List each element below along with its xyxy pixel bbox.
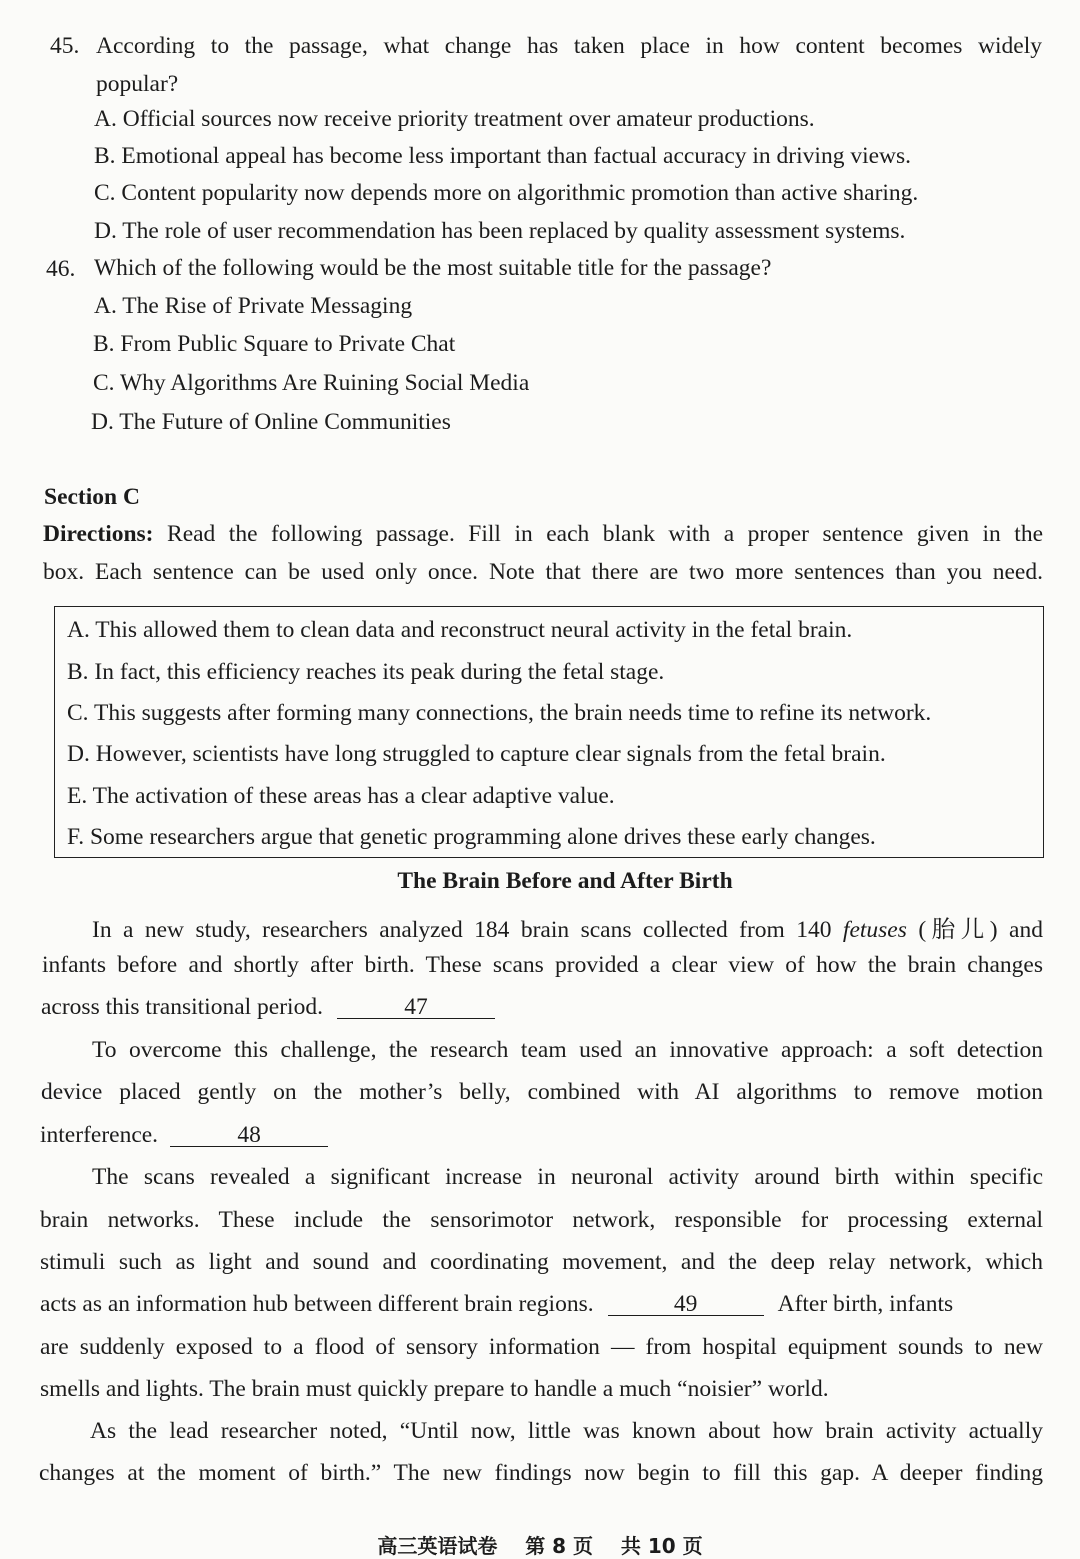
paragraph-1-line-3 (41, 994, 495, 1021)
question-46-option-c: C. Why Algorithms Are Ruining Social Media (93, 370, 530, 396)
page-footer: 高三英语试卷 第 8 页 共 10 页 (377, 1534, 703, 1558)
box-option-e: E. The activation of these areas has a clear adaptive value. (67, 783, 615, 809)
paragraph-1-line-1 (92, 910, 1043, 944)
question-45-stem: According to the passage, what change has taken place in how content becomes widely (96, 33, 1042, 59)
box-option-c: C. This suggests after forming many connections, the brain needs time to refine its network. (67, 700, 932, 726)
question-46-stem: Which of the following would be the most suitable title for the passage? (94, 255, 772, 281)
paragraph-4-line-1: As the lead researcher noted, “Until now, little was known about how brain activity actually (90, 1418, 1043, 1444)
question-46-option-a: A. The Rise of Private Messaging (94, 293, 413, 319)
box-option-b: B. In fact, this efficiency reaches its peak during the fetal stage. (67, 659, 665, 685)
p2-line3-text: interference. (40, 1122, 159, 1148)
question-46-option-b: B. From Public Square to Private Chat (93, 331, 456, 357)
question-45-option-b: B. Emotional appeal has become less important than factual accuracy in driving views. (94, 143, 912, 169)
section-title: Section C (44, 484, 140, 510)
p1-text-a: In a new study, researchers analyzed 184 brain scans collected from 140 (92, 917, 843, 943)
box-option-f: F. Some researchers argue that genetic programming alone drives these early changes. (67, 824, 876, 850)
directions-line-1 (43, 521, 1043, 548)
directions-text: Read the following passage. Fill in each blank with a proper sentence given in the (167, 521, 1043, 547)
p1-line3-text: across this transitional period. (41, 994, 323, 1020)
paragraph-3-line-3: stimuli such as light and sound and coordinating movement, and the deep relay network, which (40, 1249, 1043, 1275)
paragraph-2-line-3 (40, 1122, 328, 1149)
p3-line4-text-b: After birth, infants (777, 1291, 954, 1317)
paragraph-3-line-6: smells and lights. The brain must quickly prepare to handle a much “noisier” world. (40, 1376, 829, 1402)
paragraph-2-line-1: To overcome this challenge, the research team used an innovative approach: a soft detection (92, 1037, 1043, 1063)
directions-line-2: box. Each sentence can be used only once. Note that there are two more sentences than you need. (43, 559, 1043, 585)
question-45-option-c: C. Content popularity now depends more on algorithmic promotion than active sharing. (94, 180, 919, 206)
paragraph-3-line-5: are suddenly exposed to a flood of sensory information — from hospital equipment sounds to new (40, 1334, 1043, 1360)
paragraph-3-line-2: brain networks. These include the sensorimotor network, responsible for processing external (40, 1207, 1043, 1233)
box-option-d: D. However, scientists have long struggled to capture clear signals from the fetal brain. (67, 741, 886, 767)
p1-fetuses: fetuses (842, 917, 907, 943)
paragraph-1-line-2: infants before and shortly after birth. These scans provided a clear view of how the brain changes (42, 952, 1043, 978)
blank-48[interactable]: 48 (170, 1124, 328, 1147)
blank-49[interactable]: 49 (608, 1293, 764, 1316)
question-46-option-d: D. The Future of Online Communities (91, 409, 451, 435)
p3-line4-text-a: acts as an information hub between different brain regions. (40, 1291, 594, 1317)
question-45-stem-cont: popular? (96, 71, 179, 97)
paragraph-3-line-1: The scans revealed a significant increase in neuronal activity around birth within specific (92, 1164, 1043, 1190)
question-46-number: 46. (46, 256, 76, 282)
paragraph-2-line-2: device placed gently on the mother’s belly, combined with AI algorithms to remove motion (41, 1079, 1043, 1105)
question-45-option-d: D. The role of user recommendation has been replaced by quality assessment systems. (94, 218, 906, 244)
p1-text-b: (胎儿) and (906, 917, 1043, 943)
paragraph-3-line-4 (40, 1291, 953, 1318)
directions-label: Directions: (43, 521, 154, 547)
paragraph-4-line-2: changes at the moment of birth.” The new findings now begin to fill this gap. A deeper finding (39, 1460, 1043, 1486)
box-option-a: A. This allowed them to clean data and reconstruct neural activity in the fetal brain. (67, 617, 853, 643)
question-45-number: 45. (50, 33, 80, 59)
blank-47[interactable]: 47 (337, 996, 495, 1019)
passage-title: The Brain Before and After Birth (397, 868, 733, 894)
question-45-option-a: A. Official sources now receive priority treatment over amateur productions. (94, 106, 815, 132)
sentence-options-box (54, 606, 1044, 858)
